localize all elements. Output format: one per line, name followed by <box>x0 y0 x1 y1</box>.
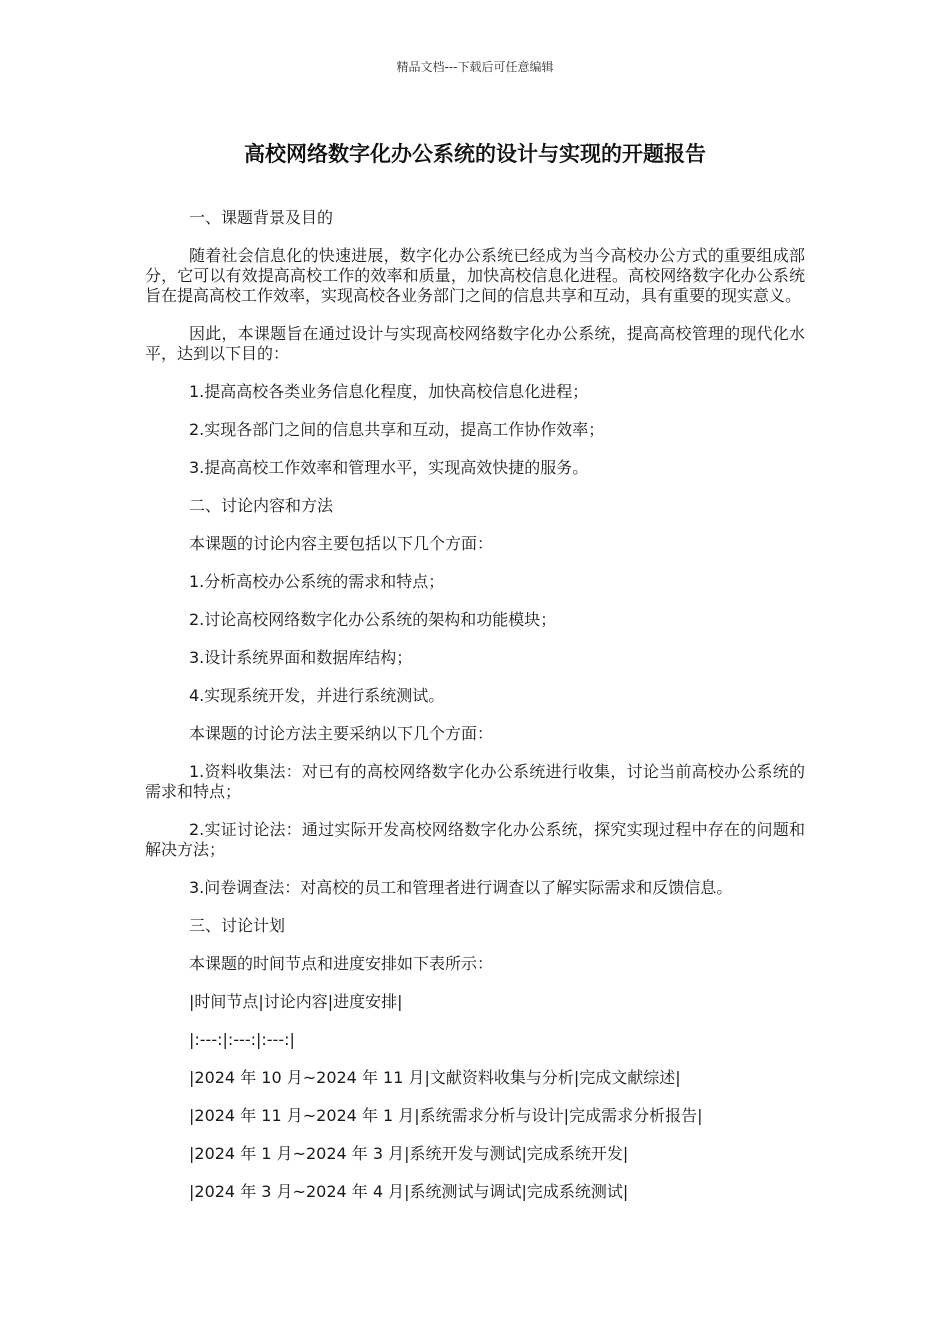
list-item-method-2: 2.实证讨论法：通过实际开发高校网络数字化办公系统，探究实现过程中存在的问题和解决方法； <box>145 820 805 859</box>
table-row-align: |:---:|:---:|:---:| <box>189 1030 295 1049</box>
list-item-method-3: 3.问卷调查法：对高校的员工和管理者进行调查以了解实际需求和反馈信息。 <box>189 878 733 897</box>
paragraph-content-intro: 本课题的讨论内容主要包括以下几个方面： <box>189 534 494 553</box>
paragraph-methods-intro: 本课题的讨论方法主要采纳以下几个方面： <box>189 724 494 743</box>
document-body <box>145 208 805 1220</box>
list-item-purpose-2: 2.实现各部门之间的信息共享和互动，提高工作协作效率； <box>189 420 605 439</box>
list-item-content-1: 1.分析高校办公系统的需求和特点； <box>189 572 445 591</box>
list-item-content-2: 2.讨论高校网络数字化办公系统的架构和功能模块； <box>189 610 557 629</box>
section-heading-plan: 三、讨论计划 <box>189 916 286 935</box>
list-item-content-4: 4.实现系统开发，并进行系统测试。 <box>189 686 445 705</box>
header-note: 精品文档---下载后可任意编辑 <box>396 60 554 74</box>
table-row: |2024 年 1 月~2024 年 3 月|系统开发与测试|完成系统开发| <box>189 1144 629 1163</box>
section-heading-content-methods: 二、讨论内容和方法 <box>189 496 334 515</box>
list-item-method-1: 1.资料收集法：对已有的高校网络数字化办公系统进行收集，讨论当前高校办公系统的需求和特点； <box>145 762 805 801</box>
list-item-content-3: 3.设计系统界面和数据库结构； <box>189 648 413 667</box>
paragraph-background: 随着社会信息化的快速进展，数字化办公系统已经成为当今高校办公方式的重要组成部分，它可以有效提高高校工作的效率和质量，加快高校信息化进程。高校网络数字化办公系统旨在提高高校工作效率，实现高校各业务部门之间的信息共享和互动，具有重要的现实意义。 <box>145 246 805 305</box>
list-item-purpose-1: 1.提高高校各类业务信息化程度，加快高校信息化进程； <box>189 382 589 401</box>
table-row: |2024 年 11 月~2024 年 1 月|系统需求分析与设计|完成需求分析报告| <box>189 1106 703 1125</box>
paragraph-plan-intro: 本课题的时间节点和进度安排如下表所示： <box>189 954 494 973</box>
document-title: 高校网络数字化办公系统的设计与实现的开题报告 <box>244 142 706 166</box>
paragraph-purpose-intro: 因此，本课题旨在通过设计与实现高校网络数字化办公系统，提高高校管理的现代化水平，达到以下目的： <box>145 324 805 363</box>
table-row-header: |时间节点|讨论内容|进度安排| <box>189 992 403 1011</box>
section-heading-background: 一、课题背景及目的 <box>189 208 334 227</box>
table-row: |2024 年 10 月~2024 年 11 月|文献资料收集与分析|完成文献综述| <box>189 1068 681 1087</box>
list-item-purpose-3: 3.提高高校工作效率和管理水平，实现高效快捷的服务。 <box>189 458 589 477</box>
table-row: |2024 年 3 月~2024 年 4 月|系统测试与调试|完成系统测试| <box>189 1182 629 1201</box>
